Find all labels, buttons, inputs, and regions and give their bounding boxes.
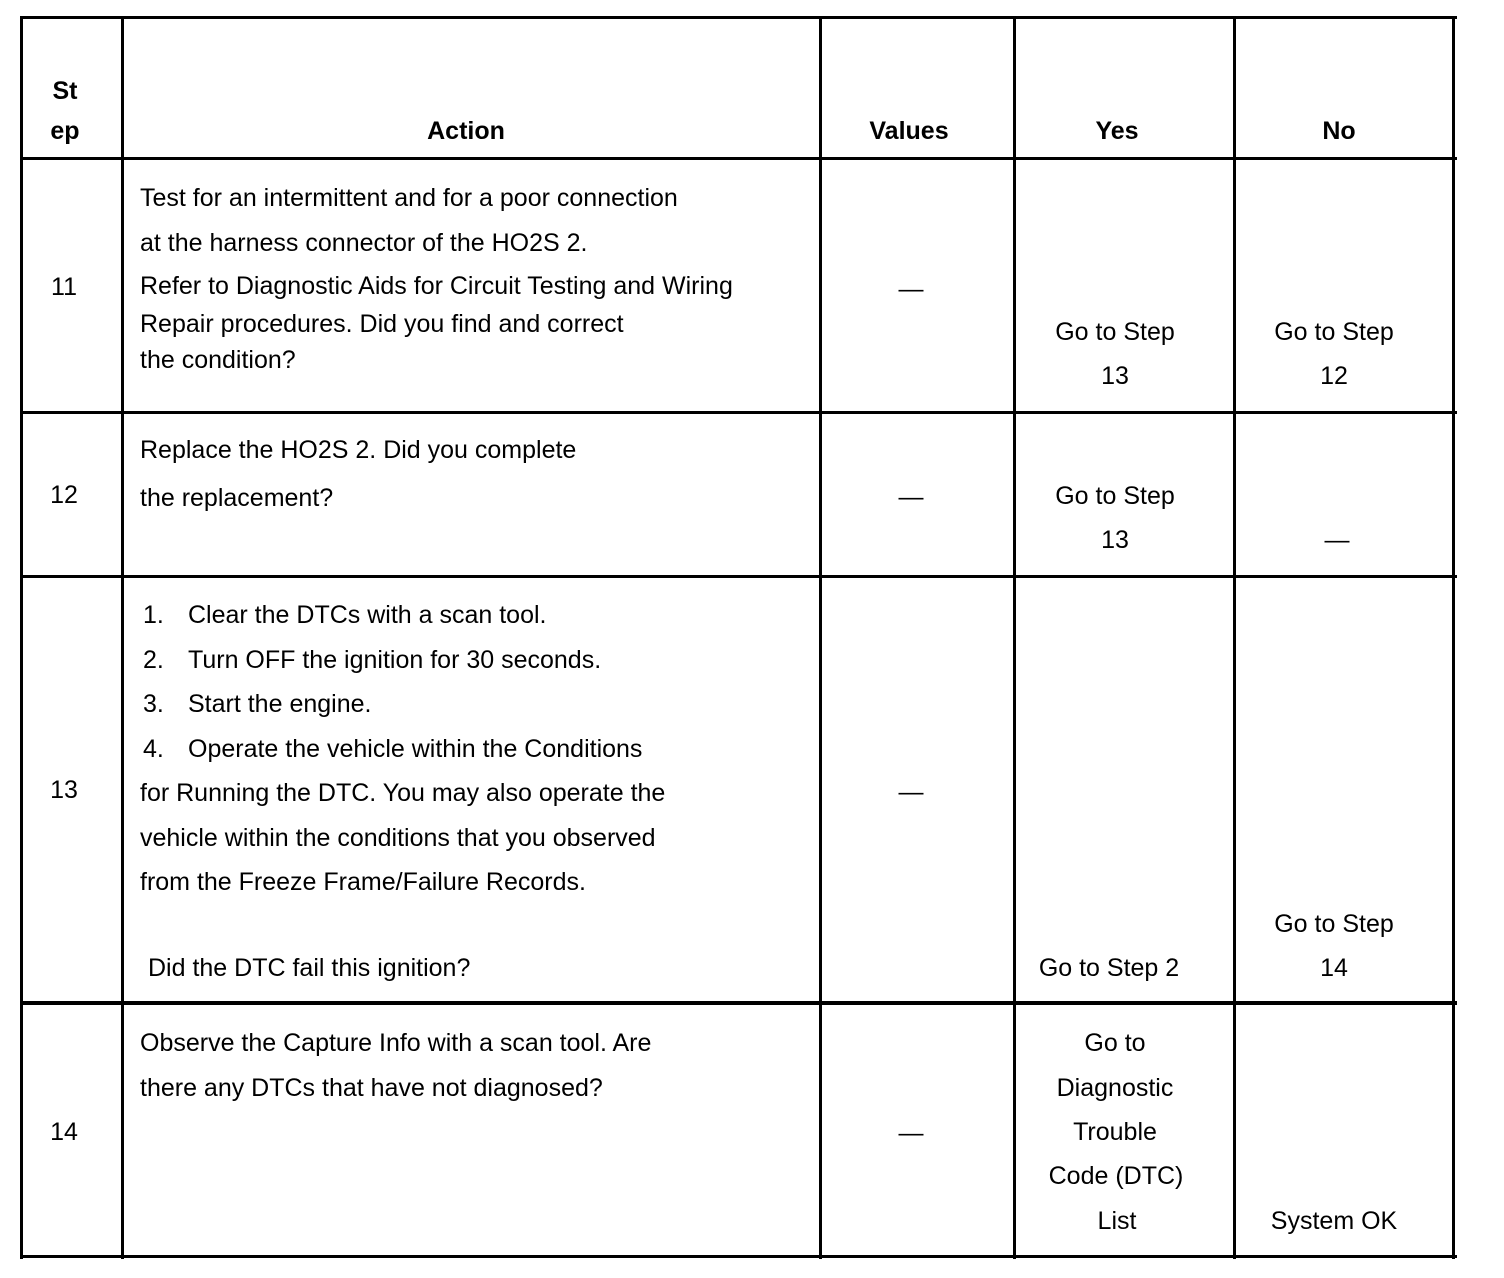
table-border-top [20, 16, 1457, 19]
column-divider [1233, 16, 1236, 1259]
header-yes: Yes [1095, 117, 1139, 145]
no-result: 14 [1320, 954, 1348, 982]
row-divider [20, 575, 1457, 578]
row-divider [20, 1001, 1457, 1005]
header-step: ep [50, 117, 80, 145]
header-no: No [1322, 117, 1356, 145]
action-text: the replacement? [140, 484, 334, 512]
column-divider [1452, 16, 1455, 1259]
step-number: 13 [50, 776, 78, 804]
column-divider [121, 16, 124, 1259]
list-number: 1. [143, 601, 164, 629]
column-divider [20, 16, 23, 1259]
values-dash: — [898, 1119, 924, 1147]
yes-result: Go to Step 2 [1038, 954, 1180, 982]
action-text: there any DTCs that have not diagnosed? [140, 1074, 603, 1102]
action-text: vehicle within the conditions that you observed [140, 824, 656, 852]
list-item: Turn OFF the ignition for 30 seconds. [188, 646, 602, 674]
action-text: the condition? [140, 346, 296, 374]
list-item: Operate the vehicle within the Conditions [188, 735, 643, 763]
action-text: Repair procedures. Did you find and correct [140, 310, 624, 338]
values-dash: — [898, 778, 924, 806]
yes-result: Trouble [1073, 1118, 1157, 1146]
header-action: Action [427, 117, 505, 145]
yes-result: 13 [1101, 526, 1129, 554]
action-text: Test for an intermittent and for a poor connection [140, 184, 678, 212]
no-result: Go to Step [1274, 318, 1394, 346]
action-text: Observe the Capture Info with a scan tool. Are [140, 1029, 652, 1057]
action-text: from the Freeze Frame/Failure Records. [140, 868, 586, 896]
header-step: St [52, 77, 78, 105]
list-number: 4. [143, 735, 164, 763]
action-text: at the harness connector of the HO2S 2. [140, 229, 588, 257]
table-border-bottom [20, 1255, 1457, 1258]
action-text: for Running the DTC. You may also operate the [140, 779, 666, 807]
no-dash: — [1324, 526, 1350, 554]
header-divider [20, 157, 1457, 160]
yes-result: Diagnostic [1056, 1074, 1174, 1102]
column-divider [1013, 16, 1016, 1259]
list-number: 3. [143, 690, 164, 718]
yes-result: Go to Step [1055, 482, 1175, 510]
list-item: Start the engine. [188, 690, 372, 718]
yes-result: List [1097, 1207, 1137, 1235]
step-number: 14 [50, 1118, 78, 1146]
row-divider [20, 411, 1457, 414]
list-item: Clear the DTCs with a scan tool. [188, 601, 547, 629]
no-result: 12 [1320, 362, 1348, 390]
list-number: 2. [143, 646, 164, 674]
no-result: System OK [1270, 1207, 1398, 1235]
yes-result: 13 [1101, 362, 1129, 390]
step-number: 11 [51, 273, 77, 301]
step-number: 12 [50, 481, 78, 509]
column-divider [819, 16, 822, 1259]
header-values: Values [869, 117, 949, 145]
yes-result: Go to [1084, 1029, 1146, 1057]
action-text: Refer to Diagnostic Aids for Circuit Testing and Wiring [140, 272, 733, 300]
values-dash: — [898, 275, 924, 303]
action-text: Replace the HO2S 2. Did you complete [140, 436, 577, 464]
action-question: Did the DTC fail this ignition? [148, 954, 471, 982]
yes-result: Code (DTC) [1048, 1162, 1184, 1190]
no-result: Go to Step [1274, 910, 1394, 938]
values-dash: — [898, 483, 924, 511]
yes-result: Go to Step [1055, 318, 1175, 346]
